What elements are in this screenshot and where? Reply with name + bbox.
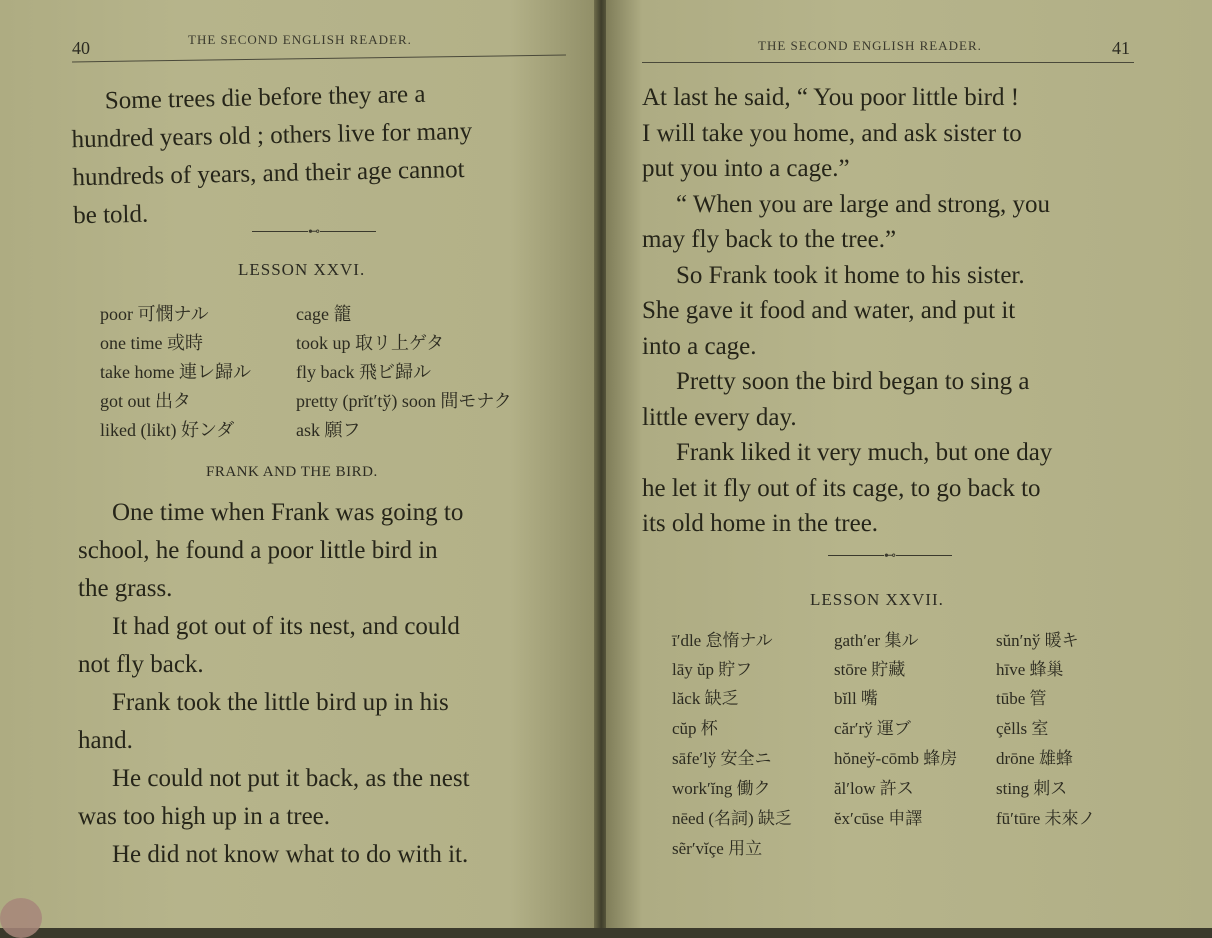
vocab-item: sẽr′vĭçe 用立 bbox=[672, 839, 763, 858]
vocab-item: fly back 飛ビ歸ル bbox=[296, 362, 431, 382]
vocab-item: fū′tūre 未來ノ bbox=[996, 809, 1096, 828]
vocab-item: ask 願フ bbox=[296, 420, 361, 440]
text-line: Frank liked it very much, but one day bbox=[676, 439, 1053, 466]
ornament-divider: ⊷ bbox=[828, 548, 952, 562]
vocab-item: ī′dle 怠惰ナル bbox=[672, 631, 773, 650]
text-line: hand. bbox=[78, 727, 133, 754]
lesson-title: LESSON XXVI. bbox=[238, 260, 366, 279]
text-line: At last he said, “ You poor little bird ! bbox=[642, 84, 1020, 111]
text-line: Frank took the little bird up in his bbox=[112, 689, 449, 716]
text-line: little every day. bbox=[642, 403, 797, 431]
vocab-item: take home 連レ歸ル bbox=[100, 362, 251, 382]
text-line: Pretty soon the bird began to sing a bbox=[676, 368, 1030, 395]
vocab-item: cage 籠 bbox=[296, 304, 352, 324]
text-line: It had got out of its nest, and could bbox=[112, 613, 460, 640]
text-line: he let it fly out of its cage, to go back to bbox=[642, 474, 1041, 502]
vocab-item: work′ĭng 働ク bbox=[672, 779, 771, 798]
vocab-item: one time 或時 bbox=[100, 333, 203, 353]
text-line: put you into a cage.” bbox=[642, 155, 850, 182]
text-line: She gave it food and water, and put it bbox=[642, 297, 1016, 324]
header-rule bbox=[642, 62, 1134, 63]
story-title: FRANK AND THE BIRD. bbox=[206, 464, 378, 480]
vocab-item: bĭll 嘴 bbox=[834, 689, 878, 708]
text-line: hundred years old ; others live for many bbox=[71, 117, 473, 154]
running-head: THE SECOND ENGLISH READER. bbox=[188, 32, 412, 47]
vocab-item: nēed (名詞) 缺乏 bbox=[672, 809, 792, 828]
page-number: 41 bbox=[1112, 38, 1130, 58]
vocab-item: pretty (prĭt′tў) soon 間モナク bbox=[296, 391, 512, 411]
vocab-item: cŭp 杯 bbox=[672, 719, 718, 738]
text-line: school, he found a poor little bird in bbox=[78, 537, 438, 564]
text-line: be told. bbox=[72, 200, 149, 230]
vocab-item: liked (likt) 好ンダ bbox=[100, 420, 235, 440]
vocab-item: took up 取リ上ゲタ bbox=[296, 333, 445, 353]
vocab-item: drōne 雄蜂 bbox=[996, 749, 1073, 768]
vocab-item: sting 刺ス bbox=[996, 779, 1068, 798]
text-line: into a cage. bbox=[642, 332, 757, 360]
text-line: hundreds of years, and their age cannot bbox=[72, 156, 465, 192]
text-line: He could not put it back, as the nest bbox=[112, 765, 470, 792]
ornament-divider: ⊷ bbox=[252, 224, 376, 238]
vocab-item: căr′rў 運ブ bbox=[834, 719, 911, 738]
vocab-item: lăck 缺乏 bbox=[672, 689, 739, 708]
vocab-item: poor 可憫ナル bbox=[100, 304, 209, 324]
vocabulary-list bbox=[672, 626, 1192, 866]
vocab-item: çĕlls 室 bbox=[996, 719, 1049, 738]
text-line: Some trees die before they are a bbox=[104, 80, 426, 115]
thumb bbox=[0, 898, 42, 938]
vocab-item: lāy ŭp 貯フ bbox=[672, 660, 753, 679]
text-line: may fly back to the tree.” bbox=[642, 226, 897, 253]
text-line: He did not know what to do with it. bbox=[112, 841, 469, 868]
text-line: One time when Frank was going to bbox=[112, 499, 464, 526]
header-rule bbox=[72, 55, 566, 63]
text-line: its old home in the tree. bbox=[642, 510, 879, 537]
page-number: 40 bbox=[72, 38, 90, 58]
right-page bbox=[606, 0, 1212, 928]
text-line: not fly back. bbox=[78, 651, 204, 678]
vocab-item: got out 出タ bbox=[100, 391, 192, 411]
vocab-item: stōre 貯藏 bbox=[834, 660, 906, 679]
running-head: THE SECOND ENGLISH READER. bbox=[758, 38, 982, 53]
vocab-item: sŭn′nў 暖キ bbox=[996, 631, 1079, 650]
vocab-item: tūbe 管 bbox=[996, 689, 1047, 708]
text-line: I will take you home, and ask sister to bbox=[642, 119, 1022, 147]
intro-text bbox=[70, 73, 573, 235]
lesson-title: LESSON XXVII. bbox=[810, 590, 944, 609]
story-text bbox=[78, 494, 582, 874]
text-line: “ When you are large and strong, you bbox=[676, 190, 1050, 218]
vocab-item: hīve 蜂巢 bbox=[996, 660, 1064, 679]
vocab-item: hŏnеў-cōmb 蜂房 bbox=[834, 749, 958, 768]
vocab-item: sāfe′lў 安全ニ bbox=[672, 749, 772, 768]
vocab-item: ĕx′cūse 申譯 bbox=[834, 809, 923, 828]
vocab-item: gath′er 集ル bbox=[834, 631, 919, 650]
vocab-item: ăl′low 許ス bbox=[834, 779, 914, 798]
text-line: the grass. bbox=[78, 575, 173, 602]
text-line: So Frank took it home to his sister. bbox=[676, 261, 1025, 289]
vocabulary-list bbox=[100, 300, 580, 450]
left-page bbox=[0, 0, 600, 928]
text-line: was too high up in a tree. bbox=[78, 803, 331, 830]
story-text bbox=[642, 80, 1142, 542]
